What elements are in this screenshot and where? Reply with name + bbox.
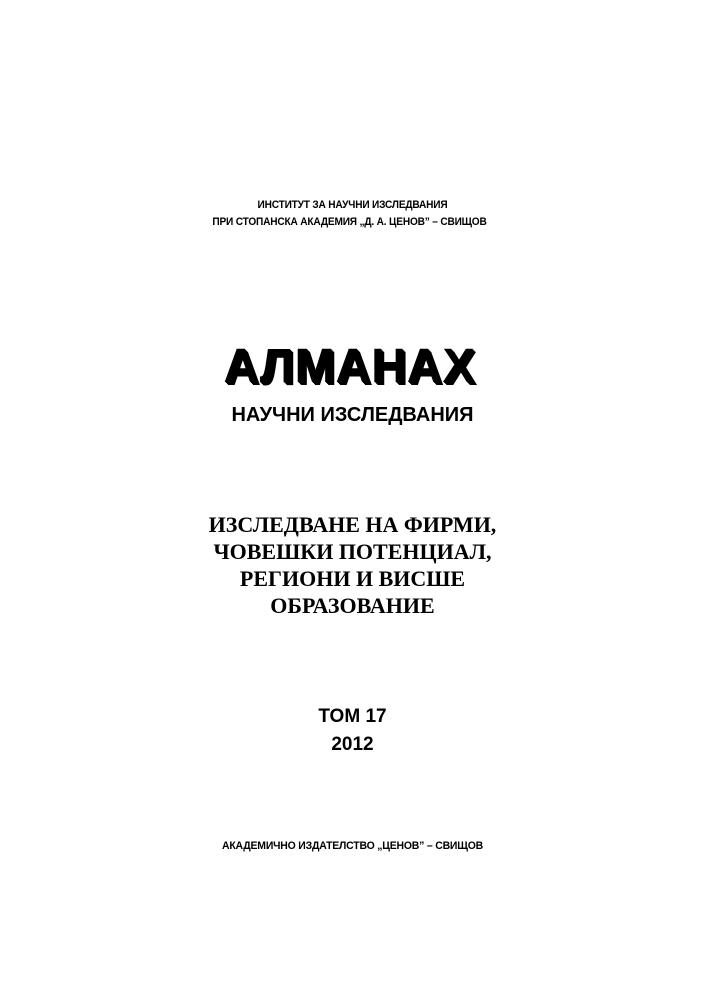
publication-year: 2012 <box>331 734 374 755</box>
almanac-subtitle: НАУЧНИ ИЗСЛЕДВАНИЯ <box>231 404 474 426</box>
volume-number: ТОМ 17 <box>318 706 387 727</box>
topic-line-4: ОБРАЗОВАНИЕ <box>270 593 435 618</box>
topic-line-1: ИЗСЛЕДВАНЕ НА ФИРМИ, <box>208 512 497 537</box>
publisher-name: АКАДЕМИЧНО ИЗДАТЕЛСТВО „ЦЕНОВ” – СВИЩОВ <box>221 840 484 852</box>
institute-name-line-1: ИНСТИТУТ ЗА НАУЧНИ ИЗСЛЕДВАНИЯ <box>257 199 448 211</box>
topic-line-2: ЧОВЕШКИ ПОТЕНЦИАЛ, <box>213 539 492 564</box>
topic-line-3: РЕГИОНИ И ВИСШЕ <box>239 566 466 591</box>
almanac-title: АЛМАНАХ <box>223 340 476 393</box>
institute-name-line-2: ПРИ СТОПАНСКА АКАДЕМИЯ „Д. А. ЦЕНОВ” – СВИЩОВ <box>212 216 487 228</box>
